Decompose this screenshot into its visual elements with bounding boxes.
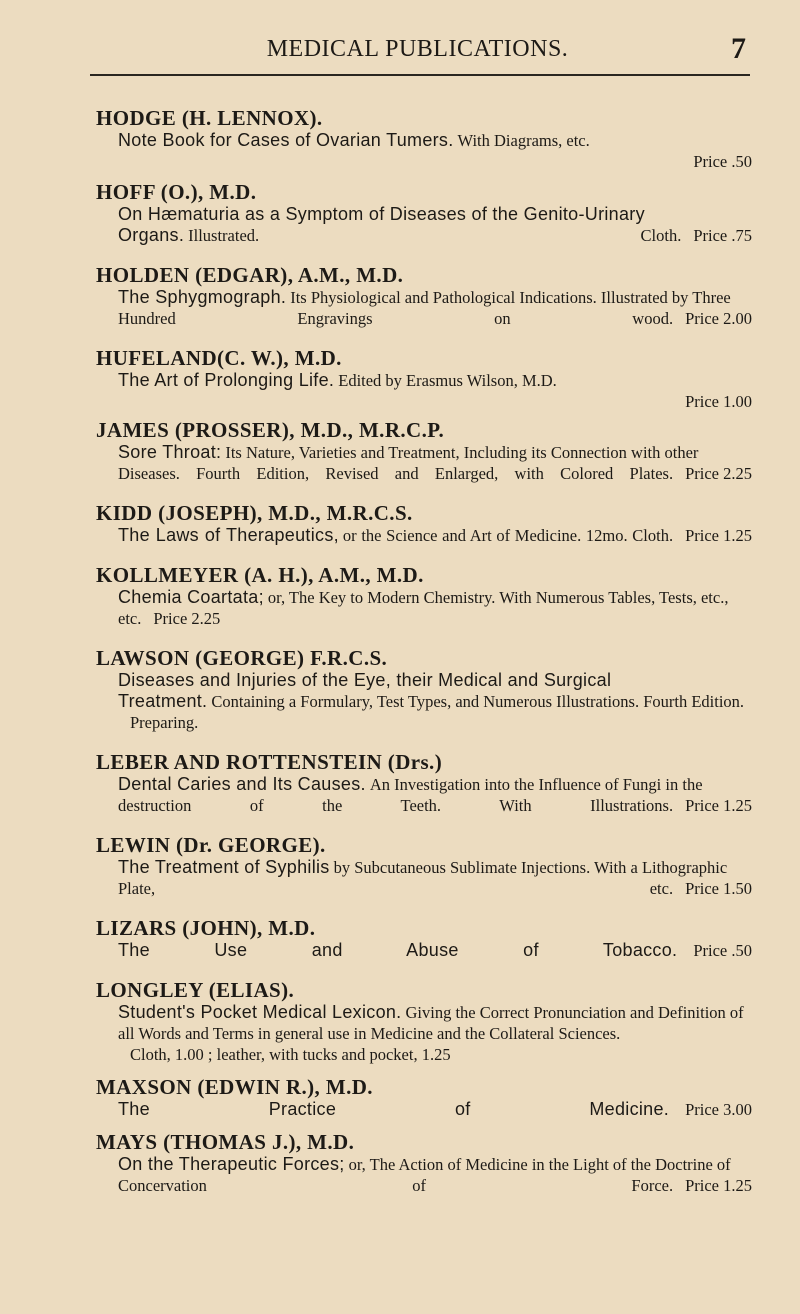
book-description: Giving the Correct Pronunciation and Definition of all Words and Terms in general use in Medicine and the Collateral Sciences. — [118, 1003, 744, 1043]
publication-entry — [96, 750, 752, 816]
book-description: An Investigation into the Influence of Fungi in the destruction of the Teeth. With Illustrations. — [118, 775, 703, 815]
entry-body — [96, 1154, 752, 1196]
book-description: Illustrated. Cloth. — [188, 226, 682, 245]
entry-body — [96, 370, 752, 412]
book-price: Price .50 — [693, 941, 752, 960]
entry-body — [96, 130, 752, 172]
entry-body — [96, 525, 752, 546]
book-description: by Subcutaneous Sublimate Injections. With a Lithographic Plate, etc. — [118, 858, 728, 898]
book-title: The Practice of Medicine. — [118, 1099, 670, 1119]
entry-body — [96, 587, 752, 629]
author-name: HUFELAND(C. W.), M.D. — [96, 346, 342, 370]
author-name: HODGE (H. LENNOX). — [96, 106, 323, 130]
entry-body — [96, 774, 752, 816]
publication-entry — [96, 263, 752, 329]
book-description: or the Science and Art of Medicine. 12mo. Cloth. — [342, 526, 674, 545]
book-price: Price 2.25 — [153, 609, 221, 628]
author-name: HOFF (O.), M.D. — [96, 180, 257, 204]
publication-entry — [96, 106, 752, 172]
publication-entry — [96, 916, 752, 961]
publication-list — [96, 92, 752, 1196]
running-title: MEDICAL PUBLICATIONS. — [266, 36, 569, 62]
publication-entry — [96, 346, 752, 412]
book-price: Price 2.25 — [685, 464, 752, 483]
publication-entry — [96, 563, 752, 629]
book-title: The Laws of Therapeutics, — [118, 525, 339, 545]
author-name: LEWIN (Dr. GEORGE). — [96, 833, 326, 857]
book-title: Note Book for Cases of Ovarian Tumers. — [118, 130, 454, 150]
book-price: Price 3.00 — [685, 1100, 752, 1119]
book-price: Price 1.25 — [685, 796, 752, 815]
entry-body — [96, 1002, 752, 1065]
book-description: or, The Key to Modern Chemistry. With Numerous Tables, Tests, etc., etc. — [118, 588, 729, 628]
book-price: Price .50 — [693, 152, 752, 171]
book-title: Dental Caries and Its Causes. — [118, 774, 366, 794]
author-name: MAXSON (EDWIN R.), M.D. — [96, 1075, 373, 1099]
author-name: HOLDEN (EDGAR), A.M., M.D. — [96, 263, 404, 287]
page-number: 7 — [731, 32, 746, 65]
book-title: The Use and Abuse of Tobacco. — [118, 940, 678, 960]
book-title: Chemia Coartata; — [118, 587, 264, 607]
book-title: Diseases and Injuries of the Eye, their Medical and Surgical Treatment. — [118, 670, 612, 711]
author-name: JAMES (PROSSER), M.D., M.R.C.P. — [96, 418, 445, 442]
page-header — [85, 30, 750, 80]
publication-entry — [96, 646, 752, 733]
publication-entry — [96, 833, 752, 899]
publication-entry — [96, 501, 752, 546]
book-title: Student's Pocket Medical Lexicon. — [118, 1002, 402, 1022]
book-price: Cloth, 1.00 ; leather, with tucks and pocket, 1.25 — [130, 1045, 451, 1064]
author-name: KIDD (JOSEPH), M.D., M.R.C.S. — [96, 501, 413, 525]
entry-body — [96, 857, 752, 899]
book-price: Price 1.00 — [685, 392, 752, 411]
author-name: LEBER AND ROTTENSTEIN (Drs.) — [96, 750, 443, 774]
book-price: Price 1.25 — [685, 526, 752, 545]
header-rule — [90, 74, 750, 76]
entry-body — [96, 287, 752, 329]
entry-body — [96, 442, 752, 484]
book-description: Its Nature, Varieties and Treatment, Including its Connection with other Diseases. Fourth Edition, Revised and Enlarged, with Colored Plates. — [118, 443, 699, 483]
book-description: or, The Action of Medicine in the Light of the Doctrine of Concervation of Force. — [118, 1155, 731, 1195]
author-name: LONGLEY (ELIAS). — [96, 978, 295, 1002]
entry-body — [96, 940, 752, 961]
publication-entry — [96, 418, 752, 484]
book-description: Its Physiological and Pathological Indications. Illustrated by Three Hundred Engravings on wood. — [118, 288, 731, 328]
entry-body — [96, 670, 752, 733]
book-price: Price 1.25 — [685, 1176, 752, 1195]
publication-entry — [96, 978, 752, 1065]
author-name: LAWSON (GEORGE) F.R.C.S. — [96, 646, 388, 670]
book-description: With Diagrams, etc. — [457, 131, 590, 150]
book-price: Price .75 — [693, 226, 752, 245]
author-name: KOLLMEYER (A. H.), A.M., M.D. — [96, 563, 424, 587]
book-title: The Treatment of Syphilis — [118, 857, 330, 877]
author-name: MAYS (THOMAS J.), M.D. — [96, 1130, 355, 1154]
book-description: Edited by Erasmus Wilson, M.D. — [338, 371, 557, 390]
entry-body — [96, 1099, 752, 1120]
book-price: Preparing. — [130, 713, 199, 732]
publication-entry — [96, 180, 752, 246]
book-title: Sore Throat: — [118, 442, 222, 462]
publication-entry — [96, 1075, 752, 1120]
book-price: Price 1.50 — [685, 879, 752, 898]
book-description: Containing a Formulary, Test Types, and Numerous Illustrations. Fourth Edition. — [211, 692, 745, 711]
book-title: The Sphygmograph. — [118, 287, 287, 307]
book-title: The Art of Prolonging Life. — [118, 370, 335, 390]
book-title: On Hæmaturia as a Symptom of Diseases of the Genito-Urinary Organs. — [118, 204, 645, 245]
book-title: On the Therapeutic Forces; — [118, 1154, 345, 1174]
entry-body — [96, 204, 752, 246]
publication-entry — [96, 1130, 752, 1196]
author-name: LIZARS (JOHN), M.D. — [96, 916, 316, 940]
book-price: Price 2.00 — [685, 309, 752, 328]
